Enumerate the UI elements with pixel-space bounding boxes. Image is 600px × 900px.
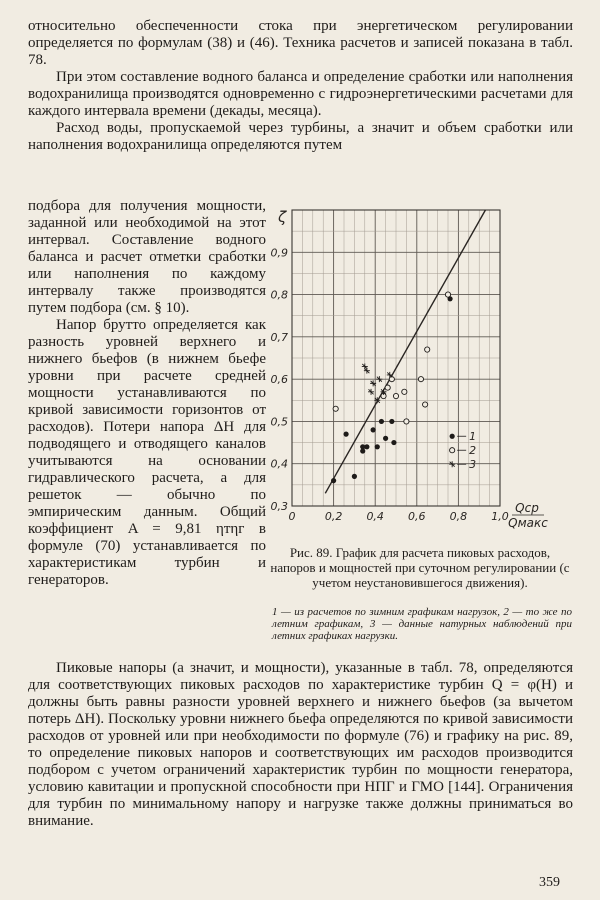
data-point-series-1 [371, 427, 376, 432]
y-tick-label: 0,3 [270, 500, 288, 513]
x-tick-label: 0,4 [366, 510, 384, 523]
legend-marker-1 [450, 434, 455, 439]
data-point-series-3 [387, 372, 393, 378]
data-point-series-1 [375, 444, 380, 449]
legend-label-3: 3 [469, 458, 477, 472]
data-point-series-2 [445, 292, 450, 297]
data-point-series-1 [364, 444, 369, 449]
legend-marker-3 [449, 461, 455, 467]
paragraph-3-cont: подбора для получения мощности, заданной или необходимой на этот интервал. Составление водного баланса и расчет отметки сработки или наполнения по каждому интервалу также производятся путем подбора (см. § 10). [28, 198, 266, 316]
figure-89-chart [262, 198, 578, 536]
y-axis-label: ζ [278, 208, 287, 226]
data-point-series-2 [418, 377, 423, 382]
data-point-series-1 [331, 478, 336, 483]
figure-legend-note: 1 — из расчетов по зимним графикам нагрузок, 2 — то же по летним графикам, 3 — данные натурных наблюдений при летних графиках нагрузки. [272, 606, 572, 642]
legend-label-1: 1 [469, 430, 477, 444]
data-point-series-1 [343, 432, 348, 437]
data-point-series-2 [404, 419, 409, 424]
paragraph-2: При этом составление водного баланса и определение сработки или наполнения водохранилища производятся одновременно с гидроэнергетическими расчетами для каждого интервала времени (декады, месяца). [28, 69, 573, 119]
x-axis-label-denominator: Qмакс [508, 516, 548, 530]
x-tick-label: 0,6 [408, 510, 426, 523]
data-point-series-3 [376, 376, 382, 382]
x-tick-label: 0,8 [449, 510, 468, 523]
page-number: 359 [539, 875, 560, 890]
data-point-series-2 [402, 389, 407, 394]
data-point-series-1 [383, 436, 388, 441]
legend-label-2: 2 [469, 444, 477, 458]
data-point-series-2 [425, 347, 430, 352]
y-tick-label: 0,7 [270, 330, 288, 344]
body-column [28, 198, 266, 589]
x-axis-label-numerator: Qср [515, 501, 539, 515]
data-point-series-2 [385, 385, 390, 390]
data-point-series-3 [368, 389, 374, 395]
data-point-series-1 [360, 448, 365, 453]
data-point-series-2 [333, 406, 338, 411]
y-tick-label: 0,5 [270, 415, 288, 429]
figure-caption: Рис. 89. График для расчета пиковых расходов, напоров и мощностей при суточном регулировании (с учетом неустановившегося движения). [270, 545, 570, 590]
legend-marker-2 [450, 448, 455, 453]
x-tick-label: 0,2 [324, 510, 343, 523]
body-bottom [28, 660, 573, 830]
paragraph-1: относительно обеспеченности стока при энергетическом регулировании определяется по формулам (38) и (46). Техника расчетов и записей показана в табл. 78. [28, 18, 573, 68]
y-tick-label: 0,4 [270, 457, 288, 471]
body-top [28, 18, 573, 154]
x-tick-label: 1,0 [491, 510, 509, 523]
data-point-series-1 [379, 419, 384, 424]
data-point-series-1 [389, 419, 394, 424]
figure-89 [262, 198, 578, 536]
data-point-series-1 [352, 474, 357, 479]
data-point-series-2 [423, 402, 428, 407]
y-tick-label: 0,9 [270, 246, 288, 260]
paragraph-5: Пиковые напоры (а значит, и мощности), указанные в табл. 78, определяются для соответствующих пиковых расходов по характеристике турбин Q = φ(H) и должны быть равны разности уровней верхнего и нижнего бьефов (за вычетом потерь ΔH). Поскольку уровни нижнего бьефа определяются по кривой зависимости расходов от уровней или при необходимости по формуле (76) и графику на рис. 89, то определение пиковых напоров и соответствующих им расходов производится подбором с учетом ограничений характеристик турбин по мощности генератора, условию кавитации и пропускной способности при НПГ и ГМО [144]. Ограничения для турбин по минимальному напору и нагрузке также должны приниматься во внимание. [28, 660, 573, 829]
data-point-series-1 [391, 440, 396, 445]
paragraph-4: Напор брутто определяется как разность уровней верхнего и нижнего бьефов (в нижнем бьефе уровни при расчете средней мощности устанавливаются по кривой зависимости горизонтов от расходов). Потери напора ΔH для подводящего и отводящего каналов учитываются на основании гидравлического расчета, а для решеток — обычно по эмпирическим данным. Общий коэффициент A = 9,81 ηтηг в формуле (70) устанавливается по характеристикам турбин и генераторов. [28, 317, 266, 588]
data-point-series-2 [393, 393, 398, 398]
paragraph-3-start: Расход воды, пропускаемой через турбины, а значит и объем сработки или наполнения водохранилища определяются путем [28, 120, 573, 153]
y-tick-label: 0,8 [270, 288, 288, 302]
y-tick-label: 0,6 [270, 373, 288, 387]
x-tick-label: 0 [288, 510, 296, 523]
